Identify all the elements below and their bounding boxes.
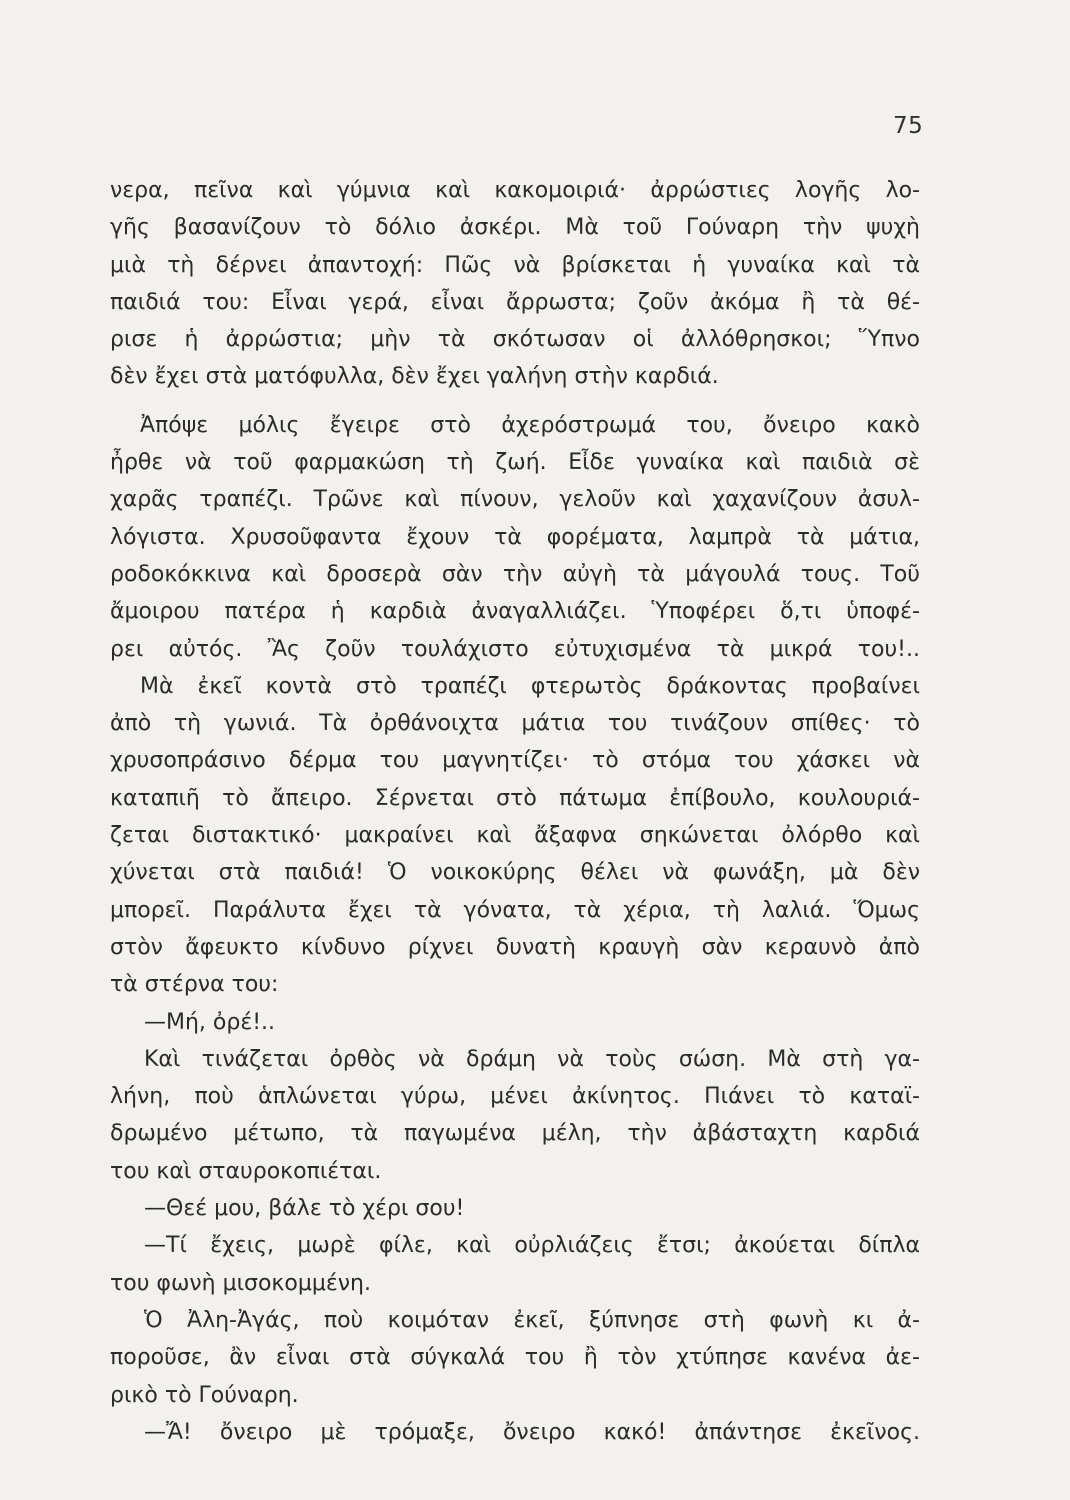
text-line: —Τί ἔχεις, μωρὲ φίλε, καὶ οὐρλιάζεις ἔτσι; ἀκούεται δίπλα (144, 1233, 920, 1259)
text-line: ρικὸ τὸ Γούναρη. (110, 1382, 299, 1408)
text-line: παιδιά του: Εἶναι γερά, εἶναι ἄρρωστα; ζοῦν ἀκόμα ἢ τὰ θέ- (110, 289, 920, 315)
text-line: πoρoῦσε, ἂν εἶναι στὰ σύγκαλά του ἢ τὸν χτύπησε κανένα ἀε- (110, 1345, 920, 1371)
text-line: δὲν ἔχει στὰ ματόφυλλα, δὲν ἔχει γαλήνη στὴν καρδιά. (110, 364, 719, 390)
text-line: Καὶ τινάζεται ὀρθὸς νὰ δράμη νὰ τοὺς σώση. Μὰ στὴ γα- (144, 1046, 920, 1072)
text-line: —Μή, ὀρέ!.. (144, 1009, 276, 1035)
text-line: μπορεῖ. Παράλυτα ἔχει τὰ γόνατα, τὰ χέρια, τὴ λαλιά. Ὅμως (110, 897, 920, 923)
text-line: γῆς βασανίζουν τὸ δόλιο ἀσκέρι. Μὰ τοῦ Γούναρη τὴν ψυχὴ (110, 215, 920, 241)
text-line: τὰ στέρνα του: (110, 972, 279, 998)
text-line: δρωμένο μέτωπο, τὰ παγωμένα μέλη, τὴν ἀβάσταχτη καρδιά (110, 1121, 920, 1147)
text-line: Ἀπόψε μόλις ἔγειρε στὸ ἀχερόστρωμά του, ὄνειρο κακὸ (140, 412, 920, 438)
text-line: ρει αὐτός. Ἂς ζοῦν τουλάχιστο εὐτυχισμένα τὰ μικρά του!.. (110, 636, 920, 662)
text-line: του φωνὴ μισοκομμένη. (110, 1270, 371, 1296)
text-line: χαρᾶς τραπέζι. Τρῶνε καὶ πίνουν, γελοῦν καὶ χαχανίζουν ἀσυλ- (110, 487, 920, 513)
text-line: μιὰ τὴ δέρνει ἀπαντοχή: Πῶς νὰ βρίσκεται ἡ γυναίκα καὶ τὰ (110, 252, 920, 278)
text-line: ζεται διστακτικό· μακραίνει καὶ ἄξαφνα σηκώνεται ὀλόρθο καὶ (110, 823, 920, 849)
text-line: νερα, πεῖνα καὶ γύμνια καὶ κακομοιριά· ἀρρώστιες λογῆς λο- (110, 178, 920, 203)
text-line: ρισε ἡ ἀρρώστια; μὴν τὰ σκότωσαν οἱ ἀλλόθρησκοι; Ὕπνο (110, 327, 920, 353)
text-line: Μὰ ἐκεῖ κοντὰ στὸ τραπέζι φτερωτὸς δράκοντας προβαίνει (140, 673, 920, 699)
text-line: ροδοκόκκινα καὶ δροσερὰ σὰν τὴν αὐγὴ τὰ μάγουλά τους. Τοῦ (110, 561, 920, 587)
body-text (110, 172, 920, 1451)
paragraph-gap (110, 396, 920, 407)
text-line: χύνεται στὰ παιδιά! Ὁ νοικοκύρης θέλει νὰ φωνάξη, μὰ δὲν (110, 860, 920, 886)
text-line: ἀπὸ τὴ γωνιά. Τὰ ὀρθάνοιχτα μάτια του τινάζουν σπίθες· τὸ (110, 711, 920, 737)
text-line: στὸν ἄφευκτο κίνδυνο ρίχνει δυνατὴ κραυγὴ σὰν κεραυνὸ ἀπὸ (110, 934, 920, 960)
text-line: λόγιστα. Χρυσοῦφαντα ἔχουν τὰ φορέματα, λαμπρὰ τὰ μάτια, (110, 524, 920, 550)
text-line: Ὁ Ἀλη-Ἀγάς, ποὺ κοιμόταν ἐκεῖ, ξύπνησε στὴ φωνὴ κι ἀ- (144, 1307, 920, 1333)
text-line: ἦρθε νὰ τοῦ φαρμακώση τὴ ζωή. Εἶδε γυναίκα καὶ παιδιὰ σὲ (110, 450, 920, 476)
text-line: ἄμοιρου πατέρα ἡ καρδιὰ ἀναγαλλιάζει. Ὑποφέρει ὅ,τι ὑποφέ- (110, 599, 920, 625)
text-line: λήνη, ποὺ ἁπλώνεται γύρω, μένει ἀκίνητος. Πιάνει τὸ καταϊ- (110, 1084, 920, 1110)
text-line: καταπιῆ τὸ ἄπειρο. Σέρνεται στὸ πάτωμα ἐπίβουλο, κουλουριά- (110, 785, 920, 811)
text-line: του καὶ σταυροκοπιέται. (110, 1158, 382, 1184)
text-line: —Θεέ μου, βάλε τὸ χέρι σου! (144, 1196, 465, 1222)
text-line: χρυσοπράσινο δέρμα του μαγνητίζει· τὸ στόμα του χάσκει νὰ (110, 748, 920, 774)
text-line: —Ἄ! ὄνειρο μὲ τρόμαξε, ὄνειρο κακό! ἀπάντησε ἐκεῖνος. (144, 1419, 920, 1445)
page-number: 75 (893, 113, 924, 139)
